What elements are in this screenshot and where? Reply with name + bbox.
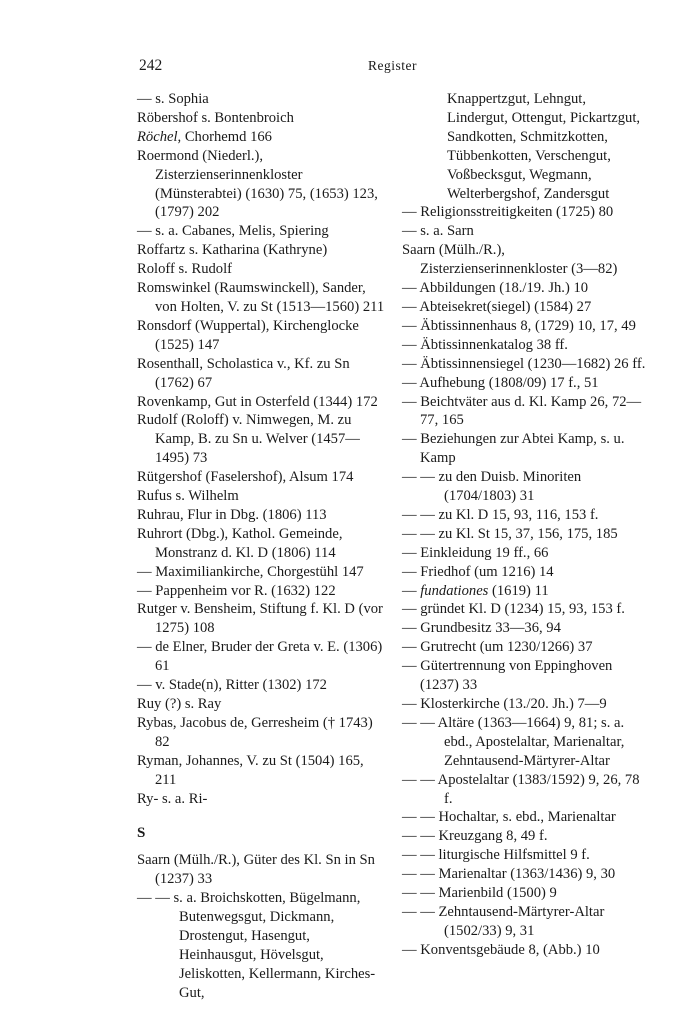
index-entry xyxy=(402,430,646,468)
entry-text: Rosenthall, Scholastica v., Kf. zu Sn (1762) 67 xyxy=(137,355,350,391)
entry-text: Ryman, Johannes, V. zu St (1504) 165, 211 xyxy=(137,752,364,788)
index-entry xyxy=(402,771,646,809)
entry-text: — s. a. Cabanes, Melis, Spiering xyxy=(137,223,329,240)
index-entry xyxy=(402,241,646,279)
entry-text: — — Marienaltar (1363/1436) 9, 30 xyxy=(402,866,616,883)
entry-text: — gründet Kl. D (1234) 15, 93, 153 f. xyxy=(402,601,625,618)
entry-text: Rybas, Jacobus de, Gerresheim († 1743) 82 xyxy=(137,714,373,750)
entry-text: — — zu Kl. D 15, 93, 116, 153 f. xyxy=(402,506,599,523)
index-entry xyxy=(137,222,387,241)
entry-text: — v. Stade(n), Ritter (1302) 172 xyxy=(137,677,327,694)
index-entry xyxy=(137,393,387,412)
index-entry xyxy=(137,317,387,355)
entry-text: Roloff s. Rudolf xyxy=(137,261,233,278)
index-entry xyxy=(402,865,646,884)
entry-text: — Äbtissinnensiegel (1230—1682) 26 ff. xyxy=(402,355,646,372)
index-entry xyxy=(137,889,387,1002)
index-entry xyxy=(402,619,646,638)
entry-text: — — s. a. Broichskotten, Bügelmann, Butenwegsgut, Dickmann, Drostengut, Hasengut, Heinhausgut, Hövelsgut, Jeliskotten, Kellermann, Kirches-Gut, xyxy=(137,890,376,1001)
entry-text: — — Altäre (1363—1664) 9, 81; s. a. ebd., Apostelaltar, Marienaltar, Zehntausend-Märtyrer-Altar xyxy=(402,714,625,769)
index-entry xyxy=(137,355,387,393)
index-entry xyxy=(137,279,387,317)
entry-text: — Grundbesitz 33—36, 94 xyxy=(402,620,561,637)
index-entry xyxy=(137,90,387,109)
entry-text: Knappertzgut, Lehngut, Lindergut, Ottengut, Pickartzgut, Sandkotten, Schmitzkotten, Tübbenkotten, Verschengut, Voßbecksgut, Wegmann, Welterbergshof, Zandersgut xyxy=(447,91,641,202)
index-entry xyxy=(402,298,646,317)
entry-text: — — Marienbild (1500) 9 xyxy=(402,885,557,902)
index-entry xyxy=(137,695,387,714)
index-entry xyxy=(402,695,646,714)
index-entry xyxy=(137,411,387,468)
index-entry xyxy=(137,676,387,695)
entry-text: Saarn (Mülh./R.), Güter des Kl. Sn in Sn (1237) 33 xyxy=(137,852,375,888)
entry-text: — — liturgische Hilfsmittel 9 f. xyxy=(402,847,590,864)
index-entry xyxy=(402,808,646,827)
entry-text: — — zu Kl. St 15, 37, 156, 175, 185 xyxy=(402,525,618,542)
entry-text: Röbershof s. Bontenbroich xyxy=(137,109,294,126)
index-entry xyxy=(402,317,646,336)
entry-text: Rudolf (Roloff) v. Nimwegen, M. zu Kamp, B. zu Sn u. Welver (1457—1495) 73 xyxy=(137,412,360,467)
index-entry xyxy=(137,563,387,582)
section-letter xyxy=(137,824,387,843)
index-entry xyxy=(402,638,646,657)
entry-text: Chorhemd 166 xyxy=(181,128,272,145)
entry-text: Rütgershof (Faselershof), Alsum 174 xyxy=(137,469,354,486)
index-entry xyxy=(402,941,646,960)
entry-text: — Äbtissinnenhaus 8, (1729) 10, 17, 49 xyxy=(402,317,636,334)
index-column-right xyxy=(402,90,646,960)
entry-text: — — Hochaltar, s. ebd., Marienaltar xyxy=(402,809,616,826)
entry-text: Ruy (?) s. Ray xyxy=(137,696,222,712)
index-entry xyxy=(402,525,646,544)
entry-text: Roermond (Niederl.), Zisterzienserinnenkloster (Münsterabtei) (1630) 75, (1653) 123, (1797) 202 xyxy=(137,147,378,221)
index-entry xyxy=(402,846,646,865)
index-entry xyxy=(402,657,646,695)
index-entry xyxy=(402,582,646,601)
index-entry xyxy=(137,600,387,638)
index-entry xyxy=(402,600,646,619)
index-entry xyxy=(137,468,387,487)
entry-text: — Religionsstreitigkeiten (1725) 80 xyxy=(402,204,614,221)
index-entry xyxy=(402,903,646,941)
index-entry xyxy=(402,374,646,393)
entry-text: — Beziehungen zur Abtei Kamp, s. u. Kamp xyxy=(402,431,625,467)
entry-text: — — Zehntausend-Märtyrer-Altar (1502/33) 9, 31 xyxy=(402,903,605,939)
index-entry xyxy=(137,487,387,506)
entry-italic-term: fundationes xyxy=(420,582,489,599)
index-entry xyxy=(137,851,387,889)
entry-text: Ruhrort (Dbg.), Kathol. Gemeinde, Monstranz d. Kl. D (1806) 114 xyxy=(137,525,343,561)
entry-text: — Aufhebung (1808/09) 17 f., 51 xyxy=(402,374,599,391)
index-entry xyxy=(402,714,646,771)
entry-text: — Konventsgebäude 8, (Abb.) 10 xyxy=(402,941,600,958)
index-entry xyxy=(402,563,646,582)
entry-text: — Klosterkirche (13./20. Jh.) 7—9 xyxy=(402,696,607,712)
entry-text: — Beichtväter aus d. Kl. Kamp 26, 72—77, 165 xyxy=(402,393,642,429)
index-entry xyxy=(137,506,387,525)
entry-text: Ronsdorf (Wuppertal), Kirchenglocke (1525) 147 xyxy=(137,317,359,353)
entry-text: — s. Sophia xyxy=(137,91,209,107)
index-entry xyxy=(402,90,646,203)
index-entry xyxy=(402,468,646,506)
entry-text: — Einkleidung 19 ff., 66 xyxy=(402,544,549,561)
index-entry xyxy=(402,506,646,525)
index-entry xyxy=(402,279,646,298)
index-entry xyxy=(402,393,646,431)
running-head: Register xyxy=(368,58,417,73)
index-entry xyxy=(137,714,387,752)
index-entry xyxy=(137,147,387,223)
entry-text: S xyxy=(137,825,146,842)
index-entry xyxy=(137,109,387,128)
entry-text: — Abbildungen (18./19. Jh.) 10 xyxy=(402,280,589,297)
index-entry xyxy=(402,827,646,846)
entry-text: Ry- s. a. Ri- xyxy=(137,790,208,807)
entry-text: — de Elner, Bruder der Greta v. E. (1306) 61 xyxy=(137,639,383,675)
entry-text: Romswinkel (Raumswinckell), Sander, von Holten, V. zu St (1513—1560) 211 xyxy=(137,280,385,315)
index-entry xyxy=(137,638,387,676)
index-entry xyxy=(402,355,646,374)
entry-text: — s. a. Sarn xyxy=(402,223,474,240)
entry-text: Roffartz s. Katharina (Kathryne) xyxy=(137,242,328,259)
index-entry xyxy=(402,544,646,563)
index-entry xyxy=(137,582,387,601)
entry-text: Rufus s. Wilhelm xyxy=(137,488,239,505)
entry-text: Rovenkamp, Gut in Osterfeld (1344) 172 xyxy=(137,393,378,410)
page-number: 242 xyxy=(139,57,163,74)
entry-text: — Pappenheim vor R. (1632) 122 xyxy=(137,582,336,599)
index-entry xyxy=(137,260,387,279)
entry-text: — Gütertrennung von Eppinghoven (1237) 33 xyxy=(402,658,613,694)
index-entry xyxy=(402,222,646,241)
entry-text: — Maximiliankirche, Chorgestühl 147 xyxy=(137,563,364,580)
entry-text: — Äbtissinnenkatalog 38 ff. xyxy=(402,336,568,353)
index-entry xyxy=(402,203,646,222)
entry-text: Rutger v. Bensheim, Stiftung f. Kl. D (vor 1275) 108 xyxy=(137,601,383,637)
entry-text: — — Apostelaltar (1383/1592) 9, 26, 78 f. xyxy=(402,771,640,807)
entry-text: — Grutrecht (um 1230/1266) 37 xyxy=(402,639,593,656)
entry-text: — Friedhof (um 1216) 14 xyxy=(402,563,554,580)
entry-text: — — zu den Duisb. Minoriten (1704/1803) 31 xyxy=(402,469,582,505)
entry-text: (1619) 11 xyxy=(488,582,549,599)
entry-text: Ruhrau, Flur in Dbg. (1806) 113 xyxy=(137,506,327,523)
index-entry xyxy=(402,884,646,903)
entry-prefix: — xyxy=(402,582,421,599)
index-entry xyxy=(137,525,387,563)
index-column-left xyxy=(137,90,387,1003)
entry-text: — — Kreuzgang 8, 49 f. xyxy=(402,828,548,845)
index-entry xyxy=(137,241,387,260)
index-entry xyxy=(137,752,387,790)
index-entry xyxy=(137,790,387,809)
index-entry xyxy=(137,128,387,147)
entry-italic-term: Röchel, xyxy=(137,128,182,145)
index-entry xyxy=(402,336,646,355)
entry-text: — Abteisekret(siegel) (1584) 27 xyxy=(402,298,592,315)
entry-text: Saarn (Mülh./R.), Zisterzienserinnenkloster (3—82) xyxy=(402,242,618,278)
